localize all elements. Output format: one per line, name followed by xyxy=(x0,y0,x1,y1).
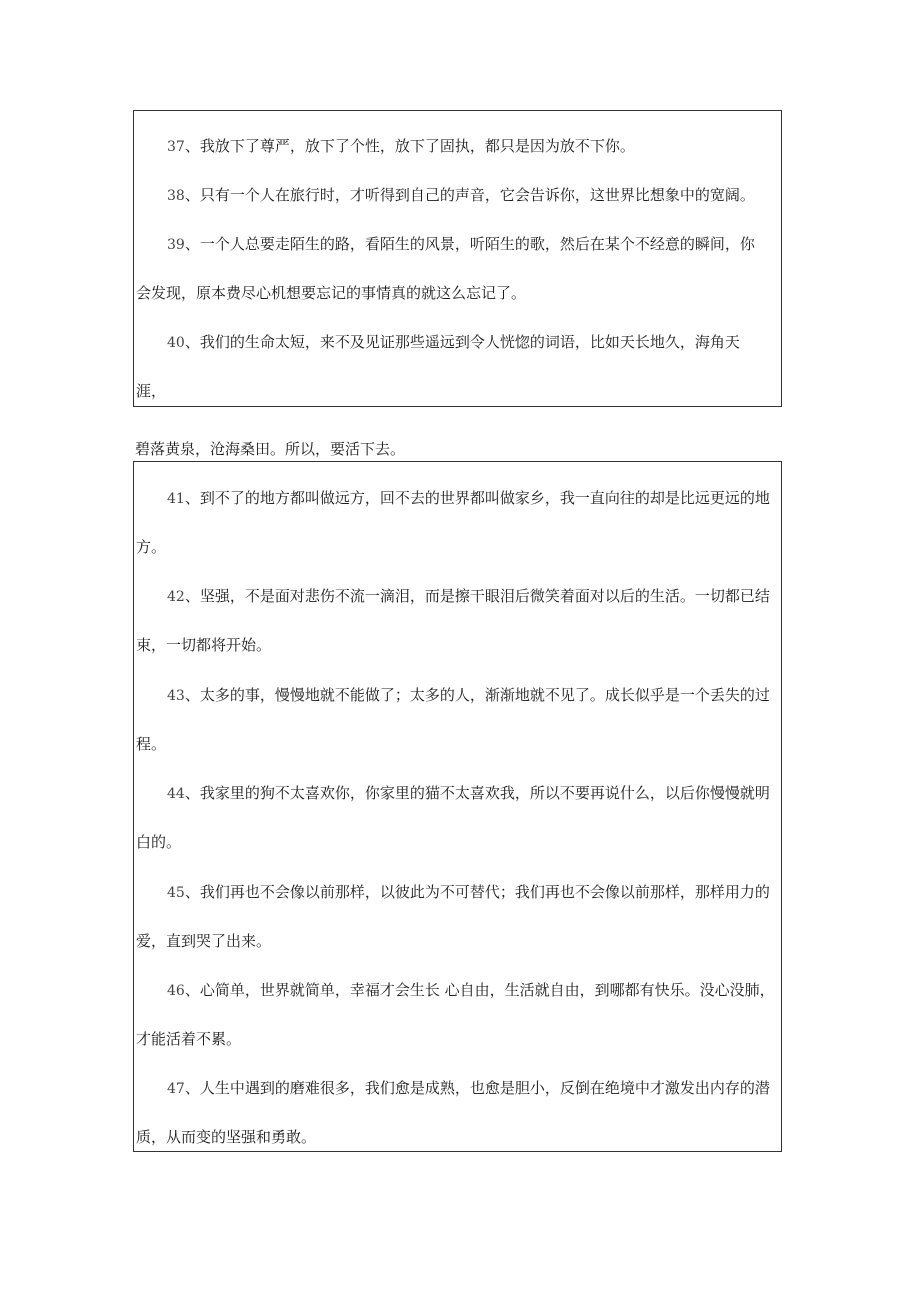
between-boxes-text: 碧落黄泉，沧海桑田。所以，要活下去。 xyxy=(135,440,406,458)
quote-item-39 xyxy=(167,234,755,255)
quote-number: 38 xyxy=(167,188,185,204)
quote-number: 43 xyxy=(167,688,185,704)
quote-item-40 xyxy=(167,332,740,353)
quote-text: 、我们再也不会像以前那样，以彼此为不可替代；我们再也不会像以前那样，那样用力的 xyxy=(184,883,770,901)
quote-text: 、太多的事，慢慢地就不能做了；太多的人，渐渐地就不见了。成长似乎是一个丢失的过 xyxy=(184,686,770,704)
quote-text: 、心简单，世界就简单，幸福才会生长 心自由，生活就自由，到哪都有快乐。没心没肺， xyxy=(184,981,775,999)
quote-text-continued: 爱，直到哭了出来。 xyxy=(136,932,272,950)
quote-item-47 xyxy=(167,1078,770,1099)
quote-box-bottom xyxy=(133,461,782,1152)
quote-text: 、我们的生命太短，来不及见证那些遥远到令人恍惚的词语，比如天长地久，海角天 xyxy=(184,333,740,351)
quote-number: 39 xyxy=(167,237,185,253)
quote-text: 、我放下了尊严，放下了个性，放下了固执，都只是因为放不下你。 xyxy=(184,137,635,155)
quote-text-continued: 质，从而变的坚强和勇敢。 xyxy=(136,1128,317,1146)
quote-item-43 xyxy=(167,685,770,706)
quote-number: 45 xyxy=(167,885,185,901)
quote-item-38 xyxy=(167,185,755,206)
quote-text-continued: 才能活着不累。 xyxy=(136,1030,242,1048)
quote-item-44 xyxy=(167,783,770,804)
quote-text-continued: 程。 xyxy=(136,735,167,753)
quote-item-46 xyxy=(167,980,775,1001)
quote-box-top xyxy=(133,110,782,407)
quote-text: 、我家里的狗不太喜欢你，你家里的猫不太喜欢我，所以不要再说什么，以后你慢慢就明 xyxy=(184,784,770,802)
quote-item-41 xyxy=(167,488,770,509)
quote-text-continued: 束，一切都将开始。 xyxy=(136,636,272,654)
quote-text-continued: 白的。 xyxy=(136,833,182,851)
quote-text-continued: 方。 xyxy=(136,538,167,556)
quote-number: 37 xyxy=(167,139,185,155)
quote-number: 44 xyxy=(167,786,185,802)
quote-text-continued: 涯， xyxy=(136,382,167,400)
quote-text: 、到不了的地方都叫做远方，回不去的世界都叫做家乡，我一直向往的却是比远更远的地 xyxy=(184,489,770,507)
quote-text: 、一个人总要走陌生的路，看陌生的风景，听陌生的歌，然后在某个不经意的瞬间，你 xyxy=(184,235,755,253)
quote-item-37 xyxy=(167,136,635,157)
quote-number: 42 xyxy=(167,589,185,605)
quote-number: 40 xyxy=(167,335,185,351)
quote-text-continued: 会发现，原本费尽心机想要忘记的事情真的就这么忘记了。 xyxy=(136,284,527,302)
quote-item-45 xyxy=(167,882,770,903)
quote-item-42 xyxy=(167,586,770,607)
quote-number: 41 xyxy=(167,491,185,507)
quote-text: 、坚强，不是面对悲伤不流一滴泪，而是擦干眼泪后微笑着面对以后的生活。一切都已结 xyxy=(184,587,770,605)
quote-number: 47 xyxy=(167,1081,185,1097)
quote-text: 、只有一个人在旅行时，才听得到自己的声音，它会告诉你，这世界比想象中的宽阔。 xyxy=(184,186,755,204)
quote-text: 、人生中遇到的磨难很多，我们愈是成熟，也愈是胆小，反倒在绝境中才激发出内存的潜 xyxy=(184,1079,770,1097)
quote-number: 46 xyxy=(167,983,185,999)
